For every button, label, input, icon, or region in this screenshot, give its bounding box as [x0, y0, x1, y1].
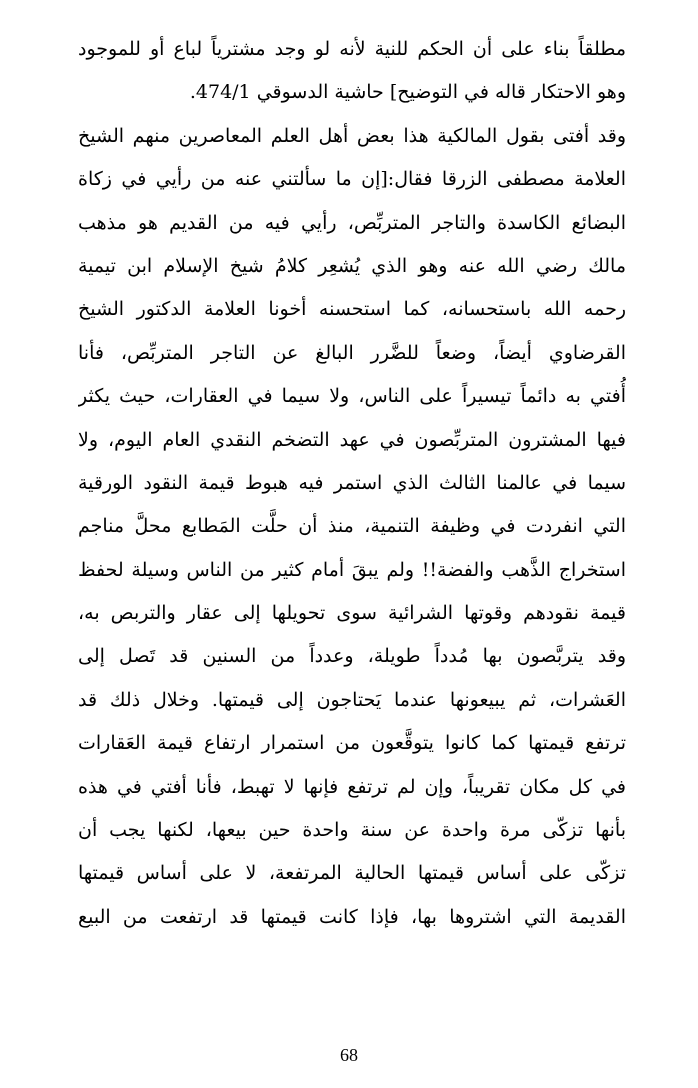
text-line-12: التي انفردت في وظيفة التنمية، منذ أن حلَّت المَطابع محلَّ مناجم — [78, 515, 626, 538]
text-line-3: وقد أفتى بقول المالكية هذا بعض أهل العلم المعاصرين منهم الشيخ — [78, 124, 626, 147]
text-line-6: مالك رضي الله عنه وهو الذي يُشعِر كلامُ شيخ الإسلام ابن تيمية — [78, 254, 626, 277]
text-line-18: في كل مكان تقريباً، وإن لم ترتفع فإنها لا تهبط، فأنا أفتي في هذه — [78, 775, 626, 798]
text-line-8: القرضاوي أيضاً، وضعاً للضَّرر البالغ عن التاجر المتربِّص، فأنا — [78, 341, 626, 364]
text-line-9: أُفتي به دائماً تيسيراً على الناس، ولا سيما في العقارات، حيث يكثر — [78, 385, 626, 408]
page-number: 68 — [340, 1045, 358, 1065]
text-line-11: سيما في عالمنا الثالث الذي استمر فيه هبوط قيمة النقود الورقية — [78, 471, 626, 494]
text-line-16: العَشرات، ثم يبيعونها عندما يَحتاجون إلى قيمتها. وخلال ذلك قد — [78, 688, 626, 711]
text-line-15: وقد يتربَّصون بها مُدداً طويلة، وعدداً من السنين قد تَصل إلى — [78, 645, 626, 668]
text-line-13: استخراج الذَّهب والفضة!! ولم يبقَ أمام كثير من الناس وسيلة لحفظ — [78, 558, 626, 581]
text-line-14: قيمة نقودهم وقوتها الشرائية سوى تحويلها إلى عقار والتربص به، — [78, 602, 626, 625]
text-line-2: وهو الاحتكار قاله في التوضيح] حاشية الدسوقي 474/1. — [189, 81, 626, 104]
text-line-17: ترتفع قيمتها كما كانوا يتوقَّعون من استمرار ارتفاع قيمة العَقارات — [78, 732, 626, 755]
text-line-4: العلامة مصطفى الزرقا فقال:[إن ما سألتني عنه من رأيي في زكاة — [78, 168, 626, 191]
page-body — [78, 28, 626, 939]
text-line-1: مطلقاً بناء على أن الحكم للنية لأنه لو وجد مشترياً لباع أو للموجود — [78, 38, 626, 60]
text-line-19: بأنها تزكّى مرة واحدة عن سنة واحدة حين بيعها، لكنها يجب أن — [78, 819, 626, 842]
text-line-10: فيها المشترون المتربِّصون في عهد التضخم النقدي العام اليوم، ولا — [78, 428, 626, 451]
text-line-7: رحمه الله باستحسانه، كما استحسنه أخونا العلامة الدكتور الشيخ — [78, 298, 626, 321]
text-line-21: القديمة التي اشتروها بها، فإذا كانت قيمتها قد ارتفعت من البيع — [78, 905, 626, 928]
text-line-20: تزكّى على أساس قيمتها الحالية المرتفعة، لا على أساس قيمتها — [78, 862, 626, 885]
text-line-5: البضائع الكاسدة والتاجر المتربِّص، رأيي فيه من القديم هو مذهب — [78, 211, 626, 234]
